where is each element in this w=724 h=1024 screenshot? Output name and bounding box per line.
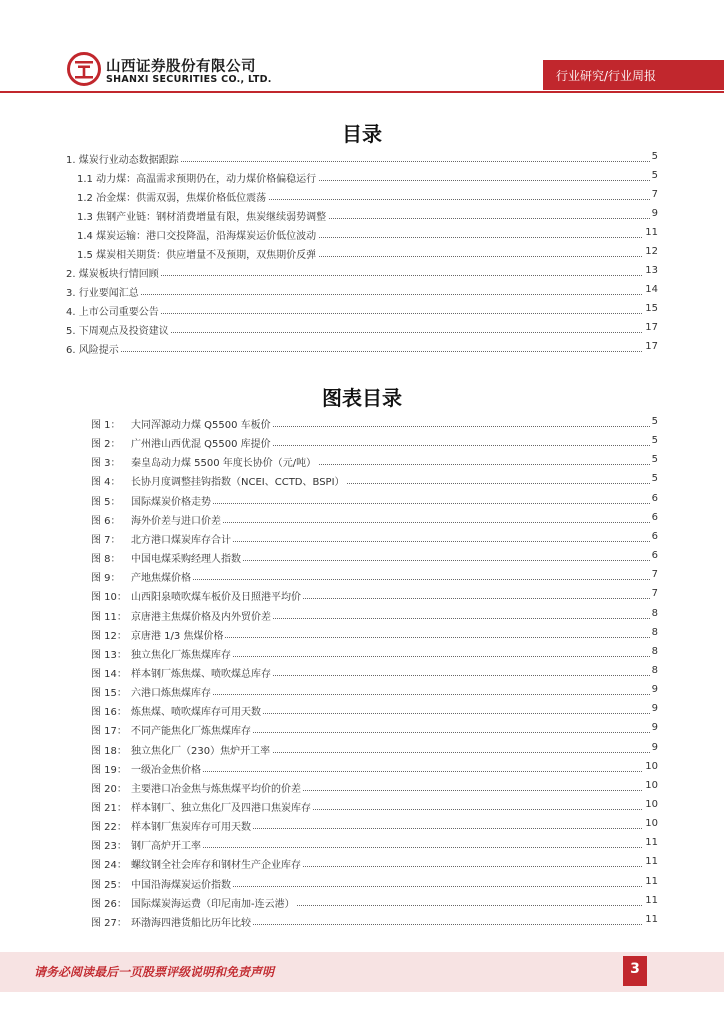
toc-entry[interactable] <box>0 284 724 302</box>
figure-entry-title: 不同产能焦化厂炼焦煤库存 <box>131 722 253 737</box>
figure-entry-page: 5 <box>651 435 658 446</box>
company-logo-icon <box>67 52 101 86</box>
toc-entry-title: 6. 风险提示 <box>66 341 121 356</box>
toc-leader-dots <box>66 294 656 295</box>
toc-entry[interactable] <box>0 265 724 283</box>
figure-entry-page: 7 <box>651 588 658 599</box>
figure-entry[interactable] <box>0 722 724 740</box>
toc-entry[interactable] <box>0 246 724 264</box>
figure-entry-page: 8 <box>651 627 658 638</box>
figure-leader-dots <box>131 579 656 580</box>
toc-title: 目录 <box>342 122 382 146</box>
figure-entry-label: 图 18： <box>91 746 127 757</box>
toc-entry-title: 1.4 煤炭运输：港口交投降温，沿海煤炭运价低位波动 <box>77 227 318 242</box>
company-name-en: SHANXI SECURITIES CO., LTD. <box>106 74 272 85</box>
figure-entry-title: 独立焦化厂炼焦煤库存 <box>131 646 233 661</box>
figure-entry-label: 图 9： <box>91 573 121 584</box>
figure-entry-page: 10 <box>645 818 658 829</box>
figure-entry-title: 大同浑源动力煤 Q5500 车板价 <box>131 416 273 431</box>
figure-entry-label: 图 19： <box>91 765 127 776</box>
figure-entry[interactable] <box>0 856 724 874</box>
figure-entry[interactable] <box>0 531 724 549</box>
figure-entry[interactable] <box>0 588 724 606</box>
figure-entry[interactable] <box>0 435 724 453</box>
figure-entry-title: 炼焦煤、喷吹煤库存可用天数 <box>131 703 263 718</box>
figure-entry-label: 图 22： <box>91 822 127 833</box>
toc-entry-title: 2. 煤炭板块行情回顾 <box>66 265 161 280</box>
toc-entry[interactable] <box>0 341 724 359</box>
figure-entry[interactable] <box>0 665 724 683</box>
figure-entry-label: 图 21： <box>91 803 127 814</box>
figure-entry[interactable] <box>0 608 724 626</box>
figure-entry-page: 6 <box>651 531 658 542</box>
figure-entry-title: 海外价差与进口价差 <box>131 512 223 527</box>
figure-entry[interactable] <box>0 780 724 798</box>
figure-entry-page: 8 <box>651 665 658 676</box>
figure-entry-title: 独立焦化厂（230）焦炉开工率 <box>131 742 272 757</box>
toc-entry[interactable] <box>0 170 724 188</box>
figure-entry-label: 图 8： <box>91 554 121 565</box>
figure-entry-title: 主要港口冶金焦与炼焦煤平均价的价差 <box>131 780 303 795</box>
figure-entry[interactable] <box>0 627 724 645</box>
figure-entry[interactable] <box>0 646 724 664</box>
toc-entry-page: 5 <box>651 170 658 181</box>
figure-entry-title: 环渤海四港货船比历年比较 <box>131 914 253 929</box>
figure-entry-title: 京唐港 1/3 焦煤价格 <box>131 627 225 642</box>
figure-entry-page: 11 <box>645 837 658 848</box>
figure-entry-label: 图 24： <box>91 860 127 871</box>
figure-entry-page: 9 <box>651 703 658 714</box>
figure-entry[interactable] <box>0 761 724 779</box>
toc-entry-page: 7 <box>651 189 658 200</box>
figure-entry[interactable] <box>0 473 724 491</box>
toc-entry[interactable] <box>0 322 724 340</box>
figure-entry-title: 中国沿海煤炭运价指数 <box>131 876 233 891</box>
figure-entry-title: 样本钢厂炼焦煤、喷吹煤总库存 <box>131 665 273 680</box>
figure-entry-title: 六港口炼焦煤库存 <box>131 684 213 699</box>
figure-entry-label: 图 15： <box>91 688 127 699</box>
figure-entry-page: 11 <box>645 856 658 867</box>
toc-entry-title: 5. 下周观点及投资建议 <box>66 322 171 337</box>
figure-leader-dots <box>131 847 656 848</box>
figure-entry-page: 6 <box>651 512 658 523</box>
toc-entry[interactable] <box>0 189 724 207</box>
figure-entry-label: 图 27： <box>91 918 127 929</box>
figure-entry-title: 产地焦煤价格 <box>131 569 193 584</box>
toc-entry-page: 12 <box>645 246 658 257</box>
figure-entry[interactable] <box>0 550 724 568</box>
figure-entry-page: 9 <box>651 742 658 753</box>
figure-entry-title: 长协月度调整挂钩指数（NCEI、CCTD、BSPI） <box>131 473 347 488</box>
toc-entry-title: 1.3 焦钢产业链：钢材消费增量有限，焦炭继续弱势调整 <box>77 208 328 223</box>
figure-entry-label: 图 10： <box>91 592 127 603</box>
figure-entry-title: 中国电煤采购经理人指数 <box>131 550 243 565</box>
toc-entry-page: 13 <box>645 265 658 276</box>
toc-entry-page: 14 <box>645 284 658 295</box>
toc-entry[interactable] <box>0 303 724 321</box>
figure-entry-title: 钢厂高炉开工率 <box>131 837 203 852</box>
figure-entry-page: 11 <box>645 914 658 925</box>
figure-entry[interactable] <box>0 799 724 817</box>
toc-entry-page: 15 <box>645 303 658 314</box>
figure-entry-label: 图 4： <box>91 477 121 488</box>
figure-entry-title: 秦皇岛动力煤 5500 年度长协价（元/吨） <box>131 454 318 469</box>
figure-entry-title: 一级冶金焦价格 <box>131 761 203 776</box>
figure-list-title: 图表目录 <box>322 386 402 410</box>
figure-entry-title: 样本钢厂、独立焦化厂及四港口焦炭库存 <box>131 799 313 814</box>
figure-entry-label: 图 14： <box>91 669 127 680</box>
figure-entry-page: 6 <box>651 550 658 561</box>
toc-entry-title: 1.2 冶金煤：供需双弱，焦煤价格低位震荡 <box>77 189 268 204</box>
figure-entry-label: 图 12： <box>91 631 127 642</box>
figure-entry-title: 国际煤炭价格走势 <box>131 493 213 508</box>
figure-entry-page: 9 <box>651 722 658 733</box>
figure-entry-page: 10 <box>645 761 658 772</box>
toc-entry-page: 9 <box>651 208 658 219</box>
figure-entry[interactable] <box>0 416 724 434</box>
figure-entry-page: 6 <box>651 493 658 504</box>
figure-leader-dots <box>131 771 656 772</box>
figure-entry[interactable] <box>0 914 724 932</box>
figure-entry-page: 10 <box>645 780 658 791</box>
figure-entry-label: 图 2： <box>91 439 121 450</box>
page-number: 3 <box>630 961 640 977</box>
toc-entry-title: 1.5 煤炭相关期货：供应增量不及预期，双焦期价反弹 <box>77 246 318 261</box>
figure-entry-page: 8 <box>651 646 658 657</box>
figure-entry-title: 北方港口煤炭库存合计 <box>131 531 233 546</box>
figure-entry-label: 图 7： <box>91 535 121 546</box>
figure-entry-label: 图 20： <box>91 784 127 795</box>
toc-entry[interactable] <box>0 151 724 169</box>
figure-entry[interactable] <box>0 684 724 702</box>
figure-entry-page: 5 <box>651 416 658 427</box>
figure-entry-label: 图 23： <box>91 841 127 852</box>
figure-entry-label: 图 11： <box>91 612 127 623</box>
figure-entry[interactable] <box>0 512 724 530</box>
figure-entry[interactable] <box>0 703 724 721</box>
page-header <box>0 0 724 100</box>
figure-entry-label: 图 13： <box>91 650 127 661</box>
figure-entry-page: 5 <box>651 454 658 465</box>
toc-leader-dots <box>66 351 656 352</box>
toc-entry-title: 1.1 动力煤：高温需求预期仍在，动力煤价格偏稳运行 <box>77 170 318 185</box>
figure-entry-page: 11 <box>645 876 658 887</box>
toc-entry[interactable] <box>0 227 724 245</box>
toc-entry-page: 17 <box>645 341 658 352</box>
toc-entry-page: 5 <box>651 151 658 162</box>
figure-entry[interactable] <box>0 569 724 587</box>
figure-entry-title: 国际煤炭海运费（印尼南加-连云港） <box>131 895 297 910</box>
figure-entry-page: 8 <box>651 608 658 619</box>
report-type-label: 行业研究/行业周报 <box>556 69 657 83</box>
figure-entry-title: 样本钢厂焦炭库存可用天数 <box>131 818 253 833</box>
figure-entry-label: 图 17： <box>91 726 127 737</box>
figure-entry-label: 图 25： <box>91 880 127 891</box>
figure-entry-label: 图 6： <box>91 516 121 527</box>
figure-entry-label: 图 26： <box>91 899 127 910</box>
figure-entry-page: 10 <box>645 799 658 810</box>
header-divider <box>0 91 724 93</box>
footer-disclaimer: 请务必阅读最后一页股票评级说明和免责声明 <box>34 965 275 979</box>
figure-entry-title: 广州港山西优混 Q5500 库提价 <box>131 435 273 450</box>
figure-entry[interactable] <box>0 837 724 855</box>
toc-entry-title: 3. 行业要闻汇总 <box>66 284 141 299</box>
figure-entry[interactable] <box>0 876 724 894</box>
figure-entry-label: 图 5： <box>91 497 121 508</box>
figure-entry-title: 京唐港主焦煤价格及内外贸价差 <box>131 608 273 623</box>
figure-entry[interactable] <box>0 493 724 511</box>
toc-entry-page: 11 <box>645 227 658 238</box>
figure-entry-page: 11 <box>645 895 658 906</box>
figure-entry-title: 山西阳泉喷吹煤车板价及日照港平均价 <box>131 588 303 603</box>
figure-entry-label: 图 3： <box>91 458 121 469</box>
figure-entry-title: 螺纹钢全社会库存和钢材生产企业库存 <box>131 856 303 871</box>
company-name-cn: 山西证券股份有限公司 <box>106 59 256 75</box>
toc-entry-title: 1. 煤炭行业动态数据跟踪 <box>66 151 181 166</box>
figure-entry[interactable] <box>0 742 724 760</box>
toc-entry-title: 4. 上市公司重要公告 <box>66 303 161 318</box>
figure-entry[interactable] <box>0 895 724 913</box>
figure-entry-page: 5 <box>651 473 658 484</box>
figure-entry-label: 图 16： <box>91 707 127 718</box>
figure-entry[interactable] <box>0 818 724 836</box>
figure-entry-page: 9 <box>651 684 658 695</box>
figure-entry-page: 7 <box>651 569 658 580</box>
toc-entry-page: 17 <box>645 322 658 333</box>
figure-entry[interactable] <box>0 454 724 472</box>
figure-entry-label: 图 1： <box>91 420 121 431</box>
toc-entry[interactable] <box>0 208 724 226</box>
